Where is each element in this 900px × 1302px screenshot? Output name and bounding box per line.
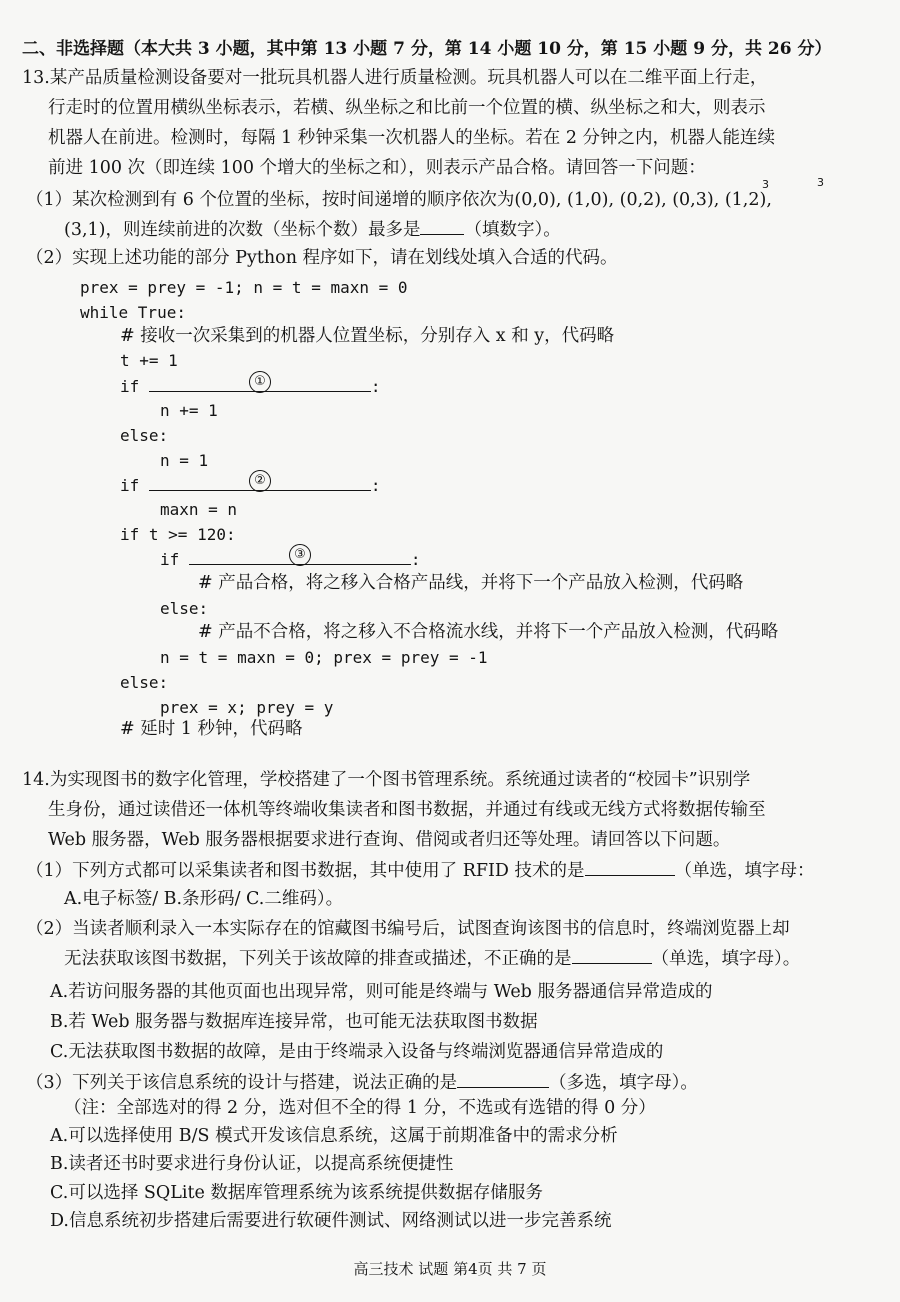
q13-part1-text: (3,1)，则连续前进的次数（坐标个数）最多是 bbox=[64, 220, 421, 240]
code-comment: # 产品合格，将之移入合格产品线，并将下一个产品放入检测，代码略 bbox=[198, 573, 744, 593]
q13-intro-line-3: 机器人在前进。检测时，每隔 1 秒钟采集一次机器人的坐标。若在 2 分钟之内，机器人能连续 bbox=[48, 128, 776, 148]
if-keyword: if bbox=[120, 377, 140, 396]
answer-blank[interactable] bbox=[420, 218, 464, 235]
code-line: n = t = maxn = 0; prex = prey = -1 bbox=[160, 648, 488, 667]
colon: : bbox=[370, 377, 381, 396]
code-if-blank-2 bbox=[120, 474, 381, 497]
q14-part1-suffix: （单选，填字母： bbox=[674, 861, 815, 881]
q13-intro-line-2: 行走时的位置用横纵坐标表示，若横、纵坐标之和比前一个位置的横、纵坐标之和大，则表示 bbox=[48, 98, 766, 118]
q14-part2-line-2 bbox=[64, 947, 800, 970]
q14-part1-line-2: A.电子标签/ B.条形码/ C.二维码）。 bbox=[64, 889, 344, 909]
code-line: if t >= 120: bbox=[120, 525, 236, 544]
q13-part1-suffix: （填数字）。 bbox=[464, 220, 561, 240]
q14-part2-suffix: （单选，填字母）。 bbox=[651, 949, 801, 969]
answer-blank[interactable] bbox=[585, 859, 675, 876]
if-keyword: if bbox=[120, 476, 140, 495]
code-line: t += 1 bbox=[120, 351, 178, 370]
handwritten-mark: 3 bbox=[817, 176, 824, 189]
answer-blank[interactable] bbox=[572, 947, 652, 964]
q13-part1-line-1: （1）某次检测到有 6 个位置的坐标，按时间递增的顺序依次为(0,0), (1,0), (0,2), (0,3), (1,2), bbox=[26, 190, 772, 210]
q14-part2-text: 无法获取该图书数据，下列关于该故障的排查或描述，不正确的是 bbox=[64, 949, 572, 969]
q13-intro-line-1: 13.某产品质量检测设备要对一批玩具机器人进行质量检测。玩具机器人可以在二维平面上行走， bbox=[22, 68, 768, 88]
page-footer: 高三技术 试题 第4页 共 7 页 bbox=[353, 1260, 547, 1278]
q14-part2-option-c: C.无法获取图书数据的故障，是由于终端录入设备与终端浏览器通信异常造成的 bbox=[50, 1042, 664, 1062]
code-if-blank-1 bbox=[120, 375, 381, 398]
q14-intro-line-1: 14.为实现图书的数字化管理，学校搭建了一个图书管理系统。系统通过读者的“校园卡”识别学 bbox=[22, 770, 751, 790]
q14-part1-line-1 bbox=[26, 859, 815, 882]
code-line: else: bbox=[160, 599, 209, 618]
q14-intro-line-3: Web 服务器，Web 服务器根据要求进行查询、借阅或者归还等处理。请回答以下问题。 bbox=[48, 830, 731, 850]
colon: : bbox=[370, 476, 381, 495]
q14-part3-option-d: D.信息系统初步搭建后需要进行软硬件测试、网络测试以进一步完善系统 bbox=[50, 1211, 612, 1231]
q14-part2-option-a: A.若访问服务器的其他页面也出现异常，则可能是终端与 Web 服务器通信异常造成的 bbox=[50, 982, 713, 1002]
code-line: maxn = n bbox=[160, 500, 238, 519]
code-blank-3[interactable] bbox=[189, 548, 411, 565]
code-line: n = 1 bbox=[160, 451, 209, 470]
circle-marker: ① bbox=[249, 371, 271, 393]
code-comment: # 延时 1 秒钟，代码略 bbox=[120, 719, 303, 739]
code-line: else: bbox=[120, 426, 169, 445]
code-blank-2[interactable] bbox=[149, 474, 371, 491]
handwritten-mark: 3 bbox=[762, 178, 769, 191]
q13-part2-line: （2）实现上述功能的部分 Python 程序如下，请在划线处填入合适的代码。 bbox=[26, 248, 618, 268]
code-line: n += 1 bbox=[160, 401, 218, 420]
answer-blank[interactable] bbox=[457, 1071, 549, 1088]
q14-part3-option-a: A.可以选择使用 B/S 模式开发该信息系统，这属于前期准备中的需求分析 bbox=[50, 1126, 618, 1146]
q13-intro-line-4: 前进 100 次（即连续 100 个增大的坐标之和），则表示产品合格。请回答一下问题： bbox=[48, 158, 706, 178]
code-blank-1[interactable] bbox=[149, 375, 371, 392]
q14-part3-suffix: （多选，填字母）。 bbox=[549, 1073, 698, 1093]
code-comment: # 接收一次采集到的机器人位置坐标，分别存入 x 和 y，代码略 bbox=[120, 326, 615, 346]
q14-part3-option-c: C.可以选择 SQLite 数据库管理系统为该系统提供数据存储服务 bbox=[50, 1183, 543, 1203]
q13-part1-line-2 bbox=[64, 218, 561, 241]
q14-part3-line-1 bbox=[26, 1071, 698, 1094]
q14-part2-line-1: （2）当读者顺利录入一本实际存在的馆藏图书编号后，试图查询该图书的信息时，终端浏览器上却 bbox=[26, 919, 790, 939]
code-line: while True: bbox=[80, 303, 186, 322]
code-line: else: bbox=[120, 673, 169, 692]
circle-marker: ③ bbox=[289, 544, 311, 566]
section-header: 二、非选择题（本大共 3 小题，其中第 13 小题 7 分，第 14 小题 10 分，第 15 小题 9 分，共 26 分） bbox=[22, 39, 832, 59]
code-line: prex = x; prey = y bbox=[160, 698, 334, 717]
q14-part3-note: （注：全部选对的得 2 分，选对但不全的得 1 分，不选或有选错的得 0 分） bbox=[64, 1098, 656, 1118]
q14-part3-option-b: B.读者还书时要求进行身份认证，以提高系统便捷性 bbox=[50, 1154, 454, 1174]
circle-marker: ② bbox=[249, 470, 271, 492]
if-keyword: if bbox=[160, 550, 180, 569]
code-if-blank-3 bbox=[160, 548, 421, 571]
code-comment: # 产品不合格，将之移入不合格流水线，并将下一个产品放入检测，代码略 bbox=[198, 622, 779, 642]
code-line: prex = prey = -1; n = t = maxn = 0 bbox=[80, 278, 408, 297]
q14-part3-text: （3）下列关于该信息系统的设计与搭建，说法正确的是 bbox=[26, 1073, 458, 1093]
q14-intro-line-2: 生身份，通过读借还一体机等终端收集读者和图书数据，并通过有线或无线方式将数据传输至 bbox=[48, 800, 766, 820]
q14-part1-text: （1）下列方式都可以采集读者和图书数据，其中使用了 RFID 技术的是 bbox=[26, 861, 585, 881]
q14-part2-option-b: B.若 Web 服务器与数据库连接异常，也可能无法获取图书数据 bbox=[50, 1012, 538, 1032]
colon: : bbox=[410, 550, 421, 569]
